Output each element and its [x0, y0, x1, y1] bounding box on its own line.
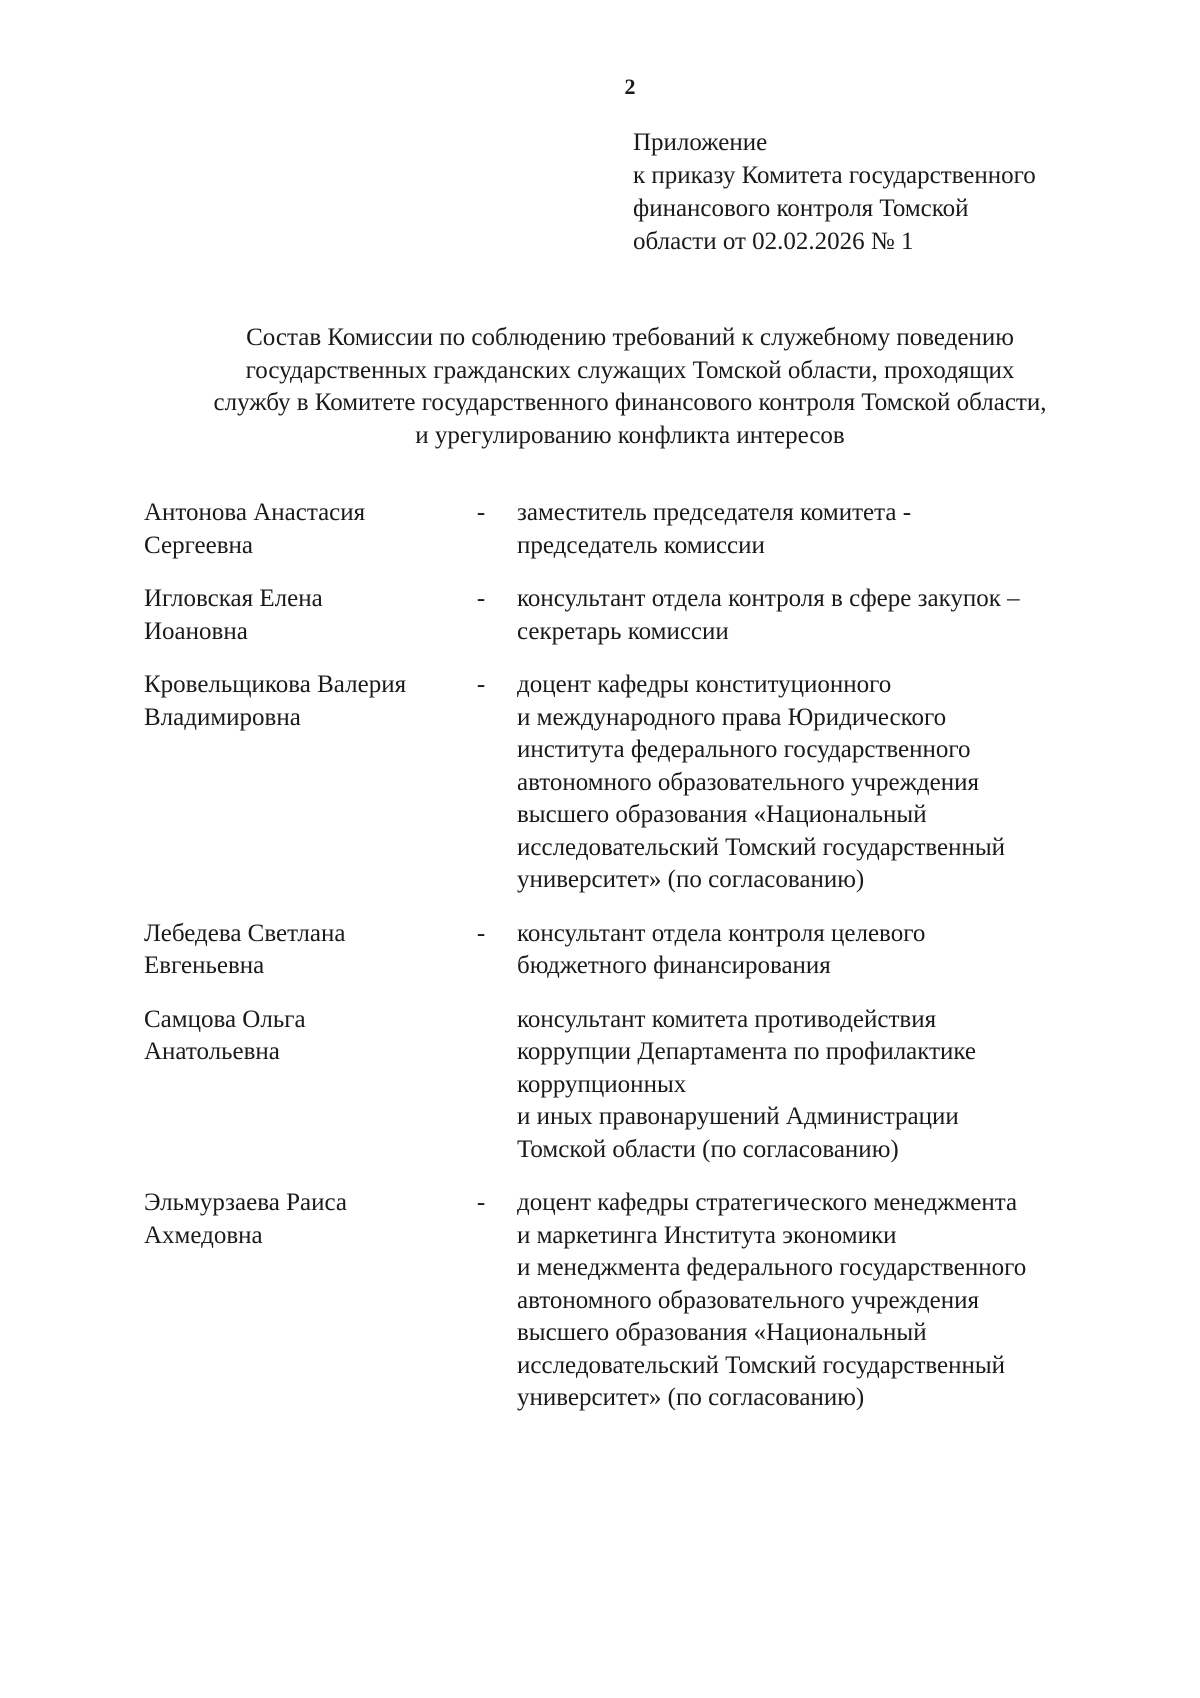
- member-name-line: Иоановна: [144, 617, 248, 645]
- member-position-line: исследовательский Томский государственный: [517, 833, 1006, 861]
- member-name: [144, 583, 474, 648]
- member-name-line: Антонова Анастасия: [144, 499, 366, 526]
- title-line: службу в Комитете государственного финансового контроля Томской области,: [213, 389, 1047, 416]
- title-line: Состав Комиссии по соблюдению требований к служебному поведению: [246, 324, 1014, 351]
- member-position: [517, 497, 1137, 562]
- member-name-line: Лебедева Светлана: [144, 919, 346, 947]
- appendix-header: [633, 126, 1153, 258]
- member-name-line: Кровельщикова Валерия: [144, 671, 407, 698]
- member-name: [144, 669, 474, 734]
- member-position-line: председатель комиссии: [517, 531, 765, 559]
- document-title: [100, 322, 1160, 452]
- member-position: [517, 583, 1137, 648]
- member-position-line: и маркетинга Института экономики: [517, 1221, 897, 1249]
- appendix-line: области от 02.02.2026 № 1: [633, 228, 914, 255]
- member-name: [144, 1004, 474, 1069]
- member-name-line: Владимировна: [144, 703, 301, 731]
- member-position: [517, 1187, 1137, 1415]
- member-name: [144, 497, 474, 562]
- member-position-line: института федерального государственного: [517, 736, 971, 763]
- member-dash: -: [476, 585, 486, 612]
- member-position-line: высшего образования «Национальный: [517, 801, 927, 828]
- member-position-line: и менеджмента федерального государственного: [517, 1254, 1027, 1281]
- title-line: и урегулированию конфликта интересов: [415, 421, 845, 449]
- member-position-line: консультант комитета противодействия: [517, 1005, 937, 1033]
- member-row: [144, 1004, 1144, 1167]
- member-row: [144, 583, 1144, 648]
- member-position-line: автономного образовательного учреждения: [517, 768, 979, 796]
- member-position-line: и иных правонарушений Администрации: [517, 1103, 959, 1130]
- member-position: [517, 669, 1137, 897]
- member-position-line: высшего образования «Национальный: [517, 1319, 927, 1346]
- member-row: [144, 1187, 1144, 1415]
- member-row: [144, 918, 1144, 983]
- member-position-line: университет» (по согласованию): [517, 1384, 865, 1411]
- appendix-line: финансового контроля Томской: [633, 195, 969, 222]
- member-name-line: Сергеевна: [144, 531, 253, 559]
- member-position-line: автономного образовательного учреждения: [517, 1286, 979, 1314]
- member-name: [144, 918, 474, 983]
- title-line: государственных гражданских служащих Томской области, проходящих: [245, 356, 1015, 384]
- member-position-line: консультант отдела контроля целевого: [517, 919, 926, 947]
- member-name-line: Самцова Ольга: [144, 1005, 306, 1033]
- member-position-line: доцент кафедры стратегического менеджмента: [517, 1189, 1018, 1216]
- appendix-line: к приказу Комитета государственного: [633, 162, 1036, 189]
- member-name: [144, 1187, 474, 1252]
- member-name-line: Эльмурзаева Раиса: [144, 1189, 347, 1216]
- page-number: 2: [624, 74, 636, 99]
- members-list: [144, 497, 1144, 1436]
- member-position-line: коррупционных: [517, 1070, 687, 1098]
- member-name-line: Анатольевна: [144, 1038, 280, 1065]
- member-name-line: Игловская Елена: [144, 585, 323, 612]
- member-position-line: коррупции Департамента по профилактике: [517, 1038, 977, 1065]
- member-position-line: доцент кафедры конституционного: [517, 671, 892, 698]
- member-position-line: секретарь комиссии: [517, 617, 729, 645]
- member-position-line: консультант отдела контроля в сфере закупок –: [517, 585, 1020, 612]
- member-row: [144, 497, 1144, 562]
- member-dash: -: [476, 919, 486, 947]
- member-dash: -: [476, 671, 486, 698]
- member-position: [517, 1004, 1137, 1167]
- member-dash: -: [476, 499, 486, 526]
- appendix-line: Приложение: [633, 129, 768, 156]
- member-position-line: исследовательский Томский государственный: [517, 1351, 1006, 1379]
- member-position-line: заместитель председателя комитета -: [517, 499, 912, 526]
- member-dash: -: [476, 1189, 486, 1216]
- member-position-line: университет» (по согласованию): [517, 866, 865, 893]
- member-position: [517, 918, 1137, 983]
- member-name-line: Евгеньевна: [144, 952, 265, 979]
- member-name-line: Ахмедовна: [144, 1221, 263, 1249]
- member-position-line: Томской области (по согласованию): [517, 1135, 899, 1163]
- member-position-line: бюджетного финансирования: [517, 952, 831, 979]
- member-row: [144, 669, 1144, 897]
- member-position-line: и международного права Юридического: [517, 703, 947, 731]
